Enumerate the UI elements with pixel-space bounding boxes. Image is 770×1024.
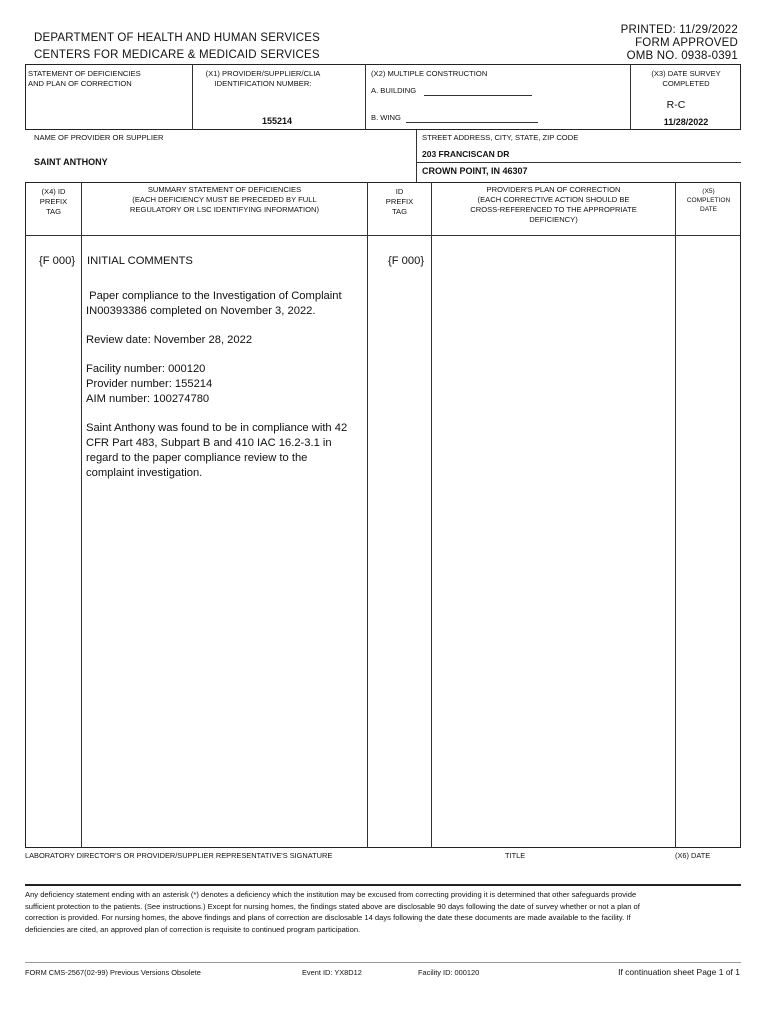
event-id: Event ID: YX8D12	[302, 968, 362, 977]
printed-date: PRINTED: 11/29/2022	[620, 24, 738, 36]
omb-number: OMB NO. 0938-0391	[626, 50, 738, 62]
prefix-tag-left: {F 000}	[39, 255, 76, 267]
survey-completed-date: 11/28/2022	[663, 117, 709, 127]
title-label: TITLE	[505, 851, 526, 860]
x3-label: (X3) DATE SURVEY COMPLETED	[651, 69, 721, 88]
address-label: STREET ADDRESS, CITY, STATE, ZIP CODE	[422, 133, 579, 142]
provider-number-text: Provider number: 155214	[86, 378, 213, 390]
x6-date-label: (X6) DATE	[675, 851, 711, 860]
provider-name: SAINT ANTHONY	[34, 157, 108, 167]
deficiency-table	[25, 182, 741, 848]
prefix-tag-right: {F 000}	[388, 255, 425, 267]
signature-divider	[25, 884, 741, 886]
plan-of-correction-header: PROVIDER'S PLAN OF CORRECTION (EACH CORRECTIVE ACTION SHOULD BE CROSS-REFERENCED TO THE APPROPRIATE DEFICIENCY)	[470, 185, 637, 224]
city-state-zip: CROWN POINT, IN 46307	[422, 166, 528, 176]
form-number: FORM CMS-2567(02-99) Previous Versions Obsolete	[25, 968, 201, 977]
compliance-finding-text: Saint Anthony was found to be in compliance with 42 CFR Part 483, Subpart B and 410 IAC 16.2-3.1 in regard to the paper compliance review to the complaint investigation.	[86, 422, 348, 479]
facility-id: Facility ID: 000120	[418, 968, 480, 977]
entry-body	[86, 289, 348, 495]
provider-name-label: NAME OF PROVIDER OR SUPPLIER	[34, 133, 164, 142]
review-date-text: Review date: November 28, 2022	[86, 334, 253, 346]
continuation-page: If continuation sheet Page 1 of 1	[618, 967, 740, 977]
summary-statement-header: SUMMARY STATEMENT OF DEFICIENCIES (EACH DEFICIENCY MUST BE PRECEDED BY FULL REGULATORY OR LSC IDENTIFYING INFORMATION)	[129, 185, 320, 214]
provider-id-number: 155214	[262, 116, 293, 126]
table-header-divider	[25, 235, 741, 236]
department-title: DEPARTMENT OF HEALTH AND HUMAN SERVICES	[34, 32, 320, 44]
x1-label: (X1) PROVIDER/SUPPLIER/CLIA IDENTIFICATION NUMBER:	[205, 69, 321, 88]
x2-label: (X2) MULTIPLE CONSTRUCTION	[371, 69, 488, 78]
disclaimer-text: Any deficiency statement ending with an asterisk (*) denotes a deficiency which the institution may be excused from correcting providing it is determined that other safeguards provide sufficient protection to the patients. (See instructions.) Except for nursing homes, the findings stated above are disclosable 90 days following the date of survey whether or not a plan of correction is provided. For nursing homes, the above findings and plans of correction are disclosable 14 days following the date these documents are made available to the facility. If deficiencies are cited, an approved plan of correction is requisite to continued program participation.	[25, 890, 640, 934]
id-prefix-tag-header: ID PREFIX TAG	[385, 187, 414, 216]
x4-id-prefix-tag-header: (X4) ID PREFIX TAG	[39, 187, 68, 216]
aim-number-text: AIM number: 100274780	[86, 393, 210, 405]
footer-divider	[25, 962, 741, 963]
wing-label: B. WING	[371, 113, 401, 122]
form-approved: FORM APPROVED	[635, 37, 738, 49]
wing-field-line	[406, 122, 538, 123]
signature-label: LABORATORY DIRECTOR'S OR PROVIDER/SUPPLIER REPRESENTATIVE'S SIGNATURE	[25, 851, 333, 860]
building-label: A. BUILDING	[371, 86, 417, 95]
agency-title: CENTERS FOR MEDICARE & MEDICAID SERVICES	[34, 49, 320, 61]
building-field-line	[424, 95, 532, 96]
statement-label: STATEMENT OF DEFICIENCIES AND PLAN OF CORRECTION	[28, 69, 141, 88]
paper-compliance-text: Paper compliance to the Investigation of Complaint IN00393386 completed on November 3, 2022.	[86, 290, 345, 317]
completion-date-header: (X5) COMPLETION DATE	[686, 188, 731, 213]
survey-type: R-C	[666, 99, 686, 111]
facility-number-text: Facility number: 000120	[86, 363, 206, 375]
street-address: 203 FRANCISCAN DR	[422, 149, 510, 159]
entry-heading: INITIAL COMMENTS	[87, 255, 193, 267]
